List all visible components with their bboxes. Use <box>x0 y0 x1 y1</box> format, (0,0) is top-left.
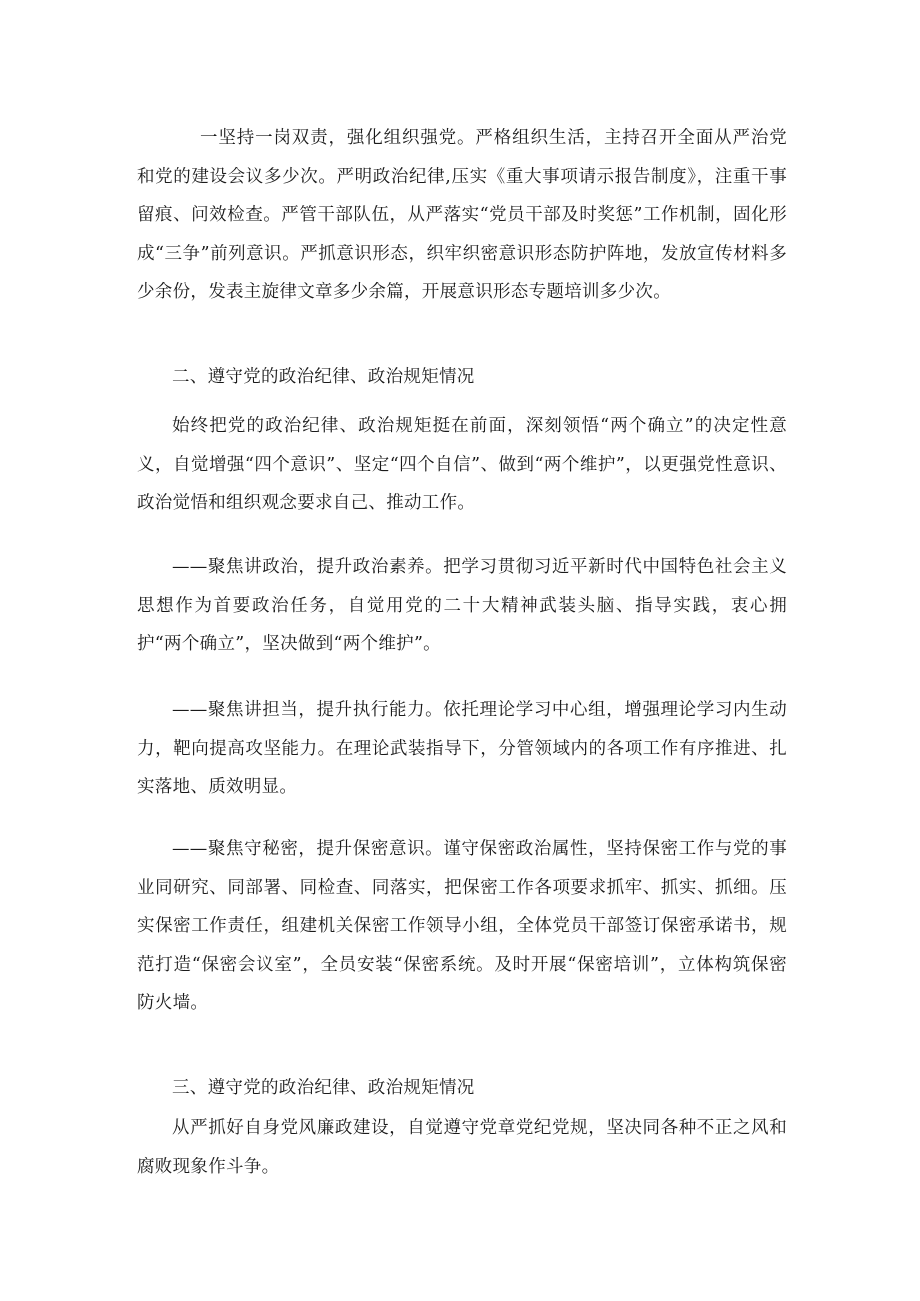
paragraph-focus-secrecy: ——聚焦守秘密，提升保密意识。谨守保密政治属性，坚持保密工作与党的事业同研究、同部署、同检查、同落实，把保密工作各项要求抓牢、抓实、抓细。压实保密工作责任，组建机关保密工作领导小组，全体党员干部签订保密承诺书，规范打造“保密会议室”，全员安装“保密系统。及时开展“保密培训”，立体构筑保密防火墙。 <box>137 839 787 1013</box>
paragraph-political-discipline: 始终把党的政治纪律、政治规矩挺在前面，深刻领悟“两个确立”的决定性意义，自觉增强“四个意识”、坚定“四个自信”、做到“两个维护”，以更强党性意识、政治觉悟和组织观念要求自己、推动工作。 <box>137 416 787 513</box>
paragraph-focus-politics: ——聚焦讲政治，提升政治素养。把学习贯彻习近平新时代中国特色社会主义思想作为首要政治任务，自觉用党的二十大精神武装头脑、指导实践，衷心拥护“两个确立”，坚决做到“两个维护”。 <box>137 557 787 654</box>
paragraph-integrity: 从严抓好自身党风廉政建设，自觉遵守党章党纪党规，坚决同各种不正之风和腐败现象作斗争。 <box>137 1118 787 1177</box>
section-heading-three: 三、遵守党的政治纪律、政治规矩情况 <box>172 1078 475 1098</box>
paragraph-organization: 一坚持一岗双责，强化组织强党。严格组织生活，主持召开全面从严治党和党的建设会议多少次。严明政治纪律,压实《重大事项请示报告制度》，注重干事留痕、问效检查。严管干部队伍，从严落实“党员干部及时奖惩”工作机制，固化形成“三争”前列意识。严抓意识形态，织牢织密意识形态防护阵地，发放宣传材料多少余份，发表主旋律文章多少余篇，开展意识形态专题培训多少次。 <box>137 128 787 302</box>
section-heading-two: 二、遵守党的政治纪律、政治规矩情况 <box>172 367 475 387</box>
paragraph-focus-responsibility: ——聚焦讲担当，提升执行能力。依托理论学习中心组，增强理论学习内生动力，靶向提高攻坚能力。在理论武装指导下，分管领域内的各项工作有序推进、扎实落地、质效明显。 <box>137 700 787 797</box>
